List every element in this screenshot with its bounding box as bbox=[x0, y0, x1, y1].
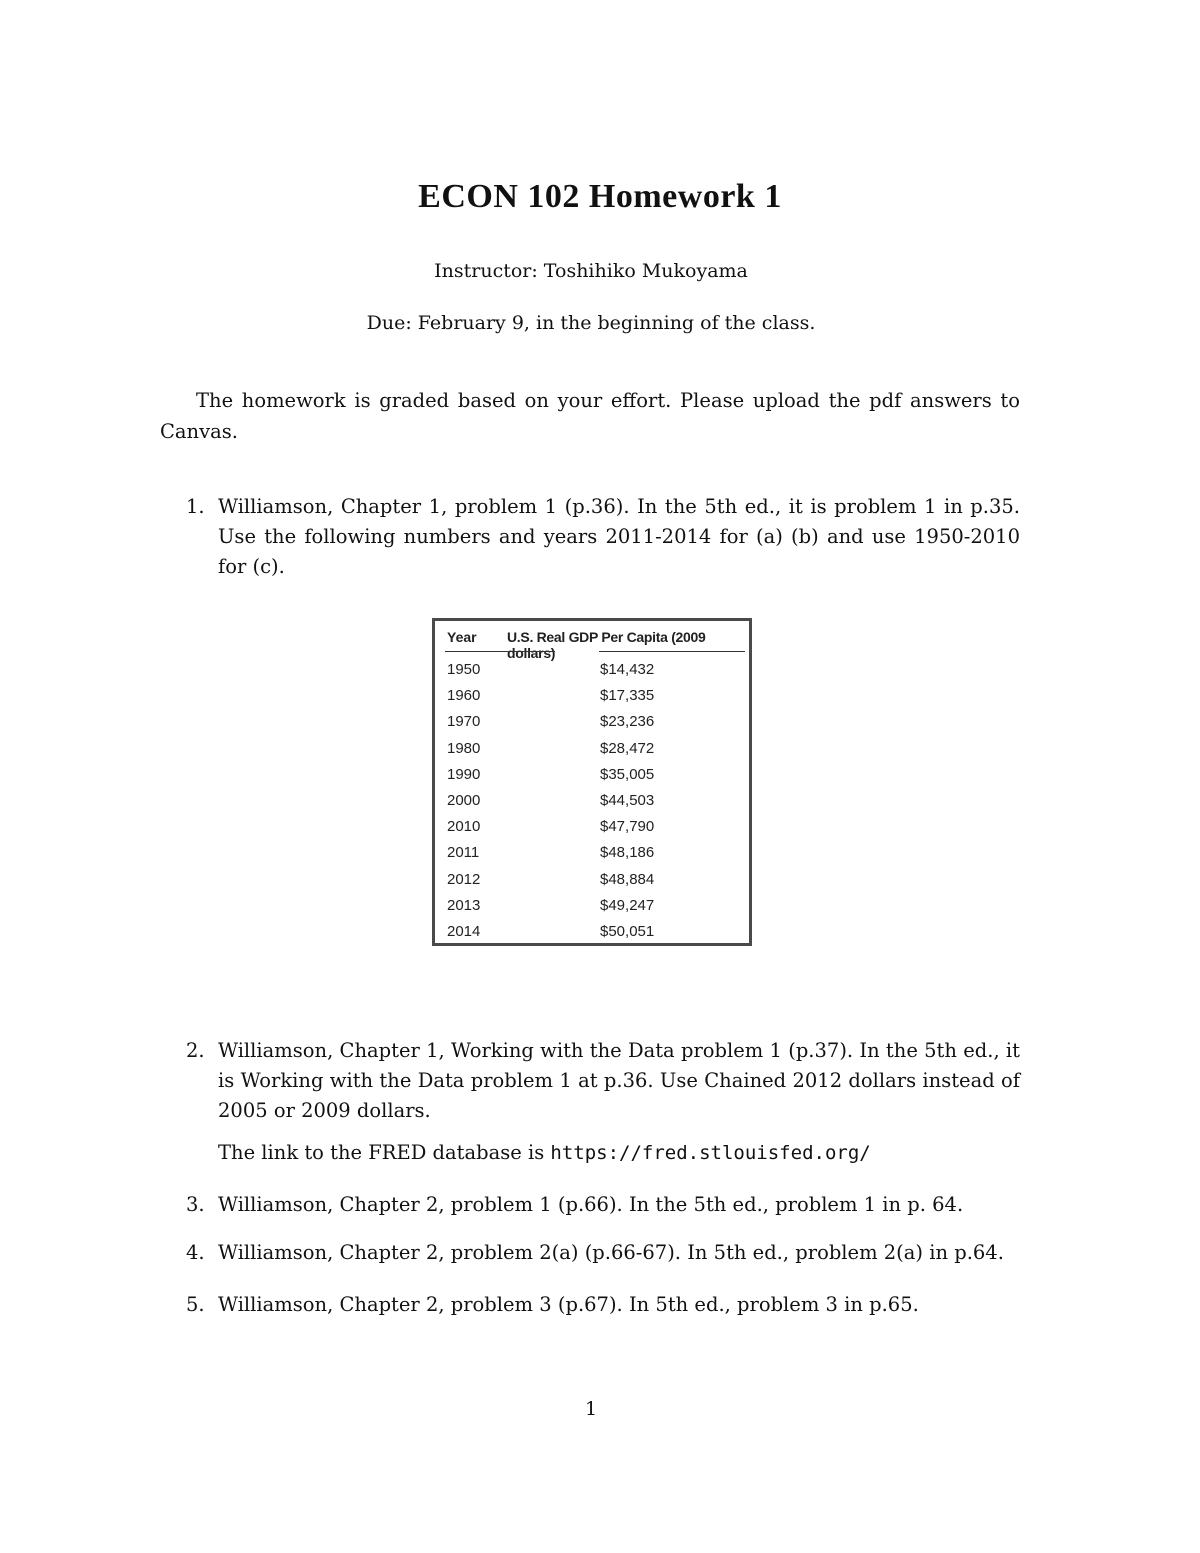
page-number: 1 bbox=[584, 1398, 598, 1420]
gdp-table-body bbox=[435, 657, 749, 945]
table-row bbox=[435, 709, 749, 735]
problem-item-4 bbox=[186, 1238, 1020, 1268]
table-row bbox=[435, 893, 749, 919]
row-year: 2010 bbox=[447, 818, 481, 836]
page-title: ECON 102 Homework 1 bbox=[418, 178, 782, 215]
problem-text: Williamson, Chapter 1, problem 1 (p.36). In the 5th ed., it is problem 1 in p.35. Use the following numbers and years 2011-2014 for (a) (b) and use 1950-2010 for (c). bbox=[218, 495, 1020, 578]
row-year: 1970 bbox=[447, 713, 481, 731]
intro-text: The homework is graded based on your effort. Please upload the pdf answers to Canvas. bbox=[160, 389, 1020, 443]
problem-item-5 bbox=[186, 1290, 1020, 1320]
header-value: U.S. Real GDP Per Capita (2009 dollars) bbox=[507, 629, 706, 661]
instructor-line: Instructor: Toshihiko Mukoyama bbox=[434, 260, 748, 282]
table-row bbox=[435, 683, 749, 709]
row-year: 2013 bbox=[447, 896, 481, 914]
row-value: $48,186 bbox=[600, 844, 655, 862]
gdp-table-header bbox=[435, 629, 749, 661]
table-row bbox=[435, 919, 749, 945]
problem-number: 5. bbox=[186, 1293, 205, 1316]
fred-link-prefix: The link to the FRED database is bbox=[218, 1141, 551, 1164]
header-rule bbox=[599, 651, 745, 652]
problem-item-2 bbox=[186, 1036, 1020, 1168]
row-value: $50,051 bbox=[600, 922, 655, 940]
problem-number: 2. bbox=[186, 1039, 205, 1062]
gdp-table bbox=[432, 618, 752, 946]
header-rule bbox=[445, 651, 555, 652]
row-value: $14,432 bbox=[600, 661, 655, 678]
row-year: 1960 bbox=[447, 687, 481, 705]
fred-link-line bbox=[218, 1138, 1020, 1168]
row-value: $47,790 bbox=[600, 818, 655, 836]
row-year: 2014 bbox=[447, 922, 481, 940]
intro-paragraph bbox=[160, 385, 1020, 447]
table-row bbox=[435, 788, 749, 814]
problem-text: Williamson, Chapter 2, problem 3 (p.67). In 5th ed., problem 3 in p.65. bbox=[218, 1293, 919, 1316]
table-row bbox=[435, 736, 749, 762]
header-year: Year bbox=[447, 629, 477, 645]
problem-text: Williamson, Chapter 1, Working with the Data problem 1 (p.37). In the 5th ed., it is Working with the Data problem 1 at p.36. Use Chained 2012 dollars instead of 2005 or 2009 dollars. bbox=[218, 1039, 1020, 1122]
row-value: $35,005 bbox=[600, 765, 655, 783]
table-row bbox=[435, 814, 749, 840]
problem-item-1 bbox=[186, 492, 1020, 582]
row-value: $49,247 bbox=[600, 896, 655, 914]
row-value: $23,236 bbox=[600, 713, 655, 731]
row-value: $28,472 bbox=[600, 739, 655, 757]
problem-number: 1. bbox=[186, 495, 205, 518]
row-year: 1980 bbox=[447, 739, 481, 757]
problem-text: Williamson, Chapter 2, problem 1 (p.66). In the 5th ed., problem 1 in p. 64. bbox=[218, 1193, 964, 1216]
table-row bbox=[435, 867, 749, 893]
row-value: $48,884 bbox=[600, 870, 655, 888]
fred-link[interactable]: https://fred.stlouisfed.org/ bbox=[550, 1142, 871, 1164]
due-line: Due: February 9, in the beginning of the class. bbox=[366, 312, 816, 334]
row-year: 2011 bbox=[447, 844, 480, 862]
row-value: $17,335 bbox=[600, 687, 655, 705]
problem-number: 4. bbox=[186, 1241, 205, 1264]
table-row bbox=[435, 762, 749, 788]
row-year: 1950 bbox=[447, 661, 481, 678]
problem-number: 3. bbox=[186, 1193, 205, 1216]
problem-text: Williamson, Chapter 2, problem 2(a) (p.66-67). In 5th ed., problem 2(a) in p.64. bbox=[218, 1241, 1004, 1264]
table-row bbox=[435, 840, 749, 866]
problem-item-3 bbox=[186, 1190, 1020, 1220]
table-row bbox=[435, 657, 749, 683]
row-year: 2000 bbox=[447, 791, 481, 809]
row-year: 1990 bbox=[447, 765, 481, 783]
row-value: $44,503 bbox=[600, 791, 655, 809]
row-year: 2012 bbox=[447, 870, 481, 888]
